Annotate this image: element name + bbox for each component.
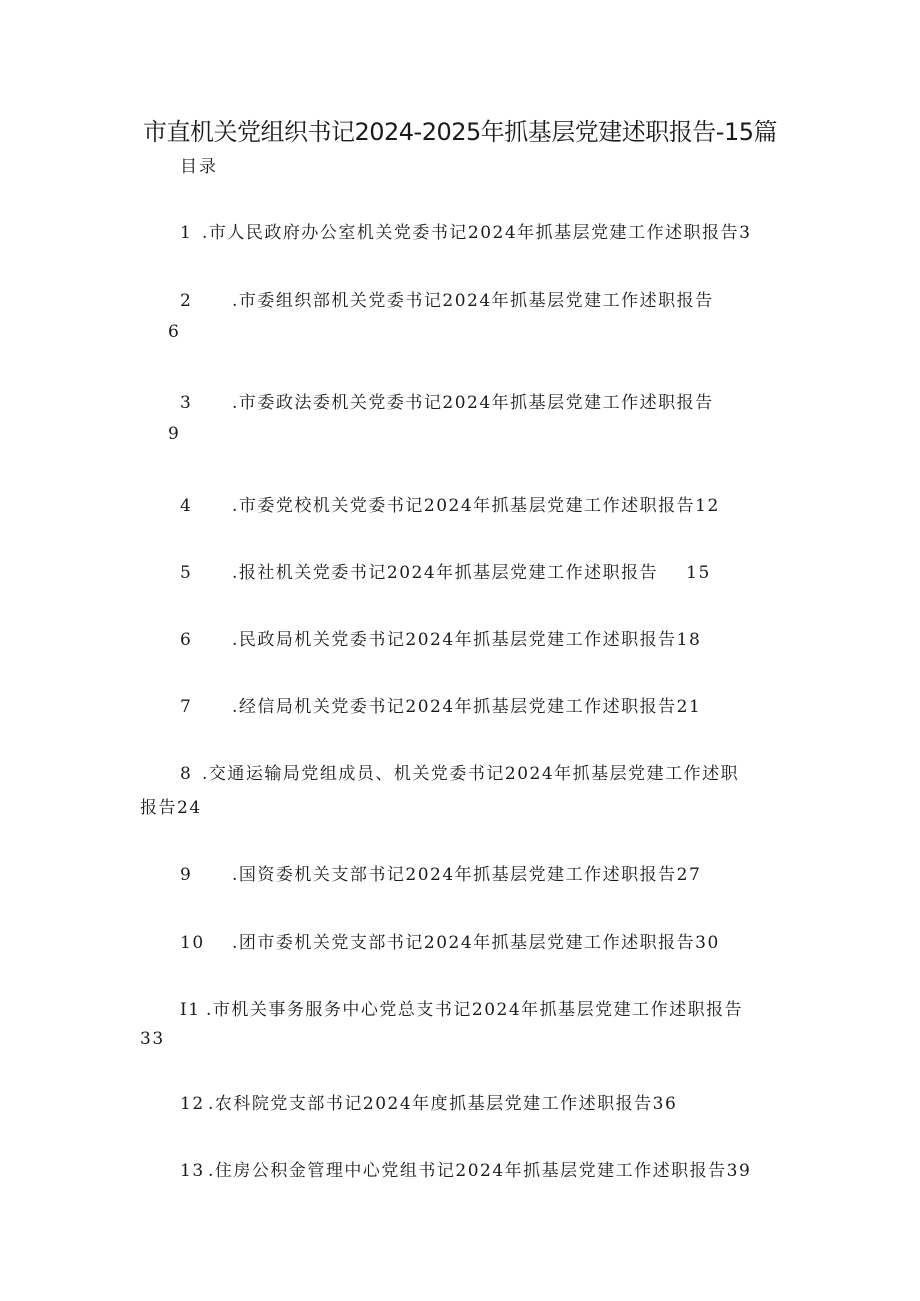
toc-entry-text: .民政局机关党委书记2024年抓基层党建工作述职报告 [232, 630, 677, 650]
toc-heading: 目录 [180, 157, 218, 177]
toc-entry-text: .市机关事务服务中心党总支书记2024年抓基层党建工作述职报告 [206, 1000, 744, 1020]
toc-entry-5[interactable] [180, 558, 711, 583]
toc-entry-3-page: 9 [168, 424, 181, 444]
toc-entry-text: .团市委机关党支部书记2024年抓基层党建工作述职报告 [232, 933, 696, 953]
toc-entry-text: .住房公积金管理中心党组书记2024年抓基层党建工作述职报告 [208, 1161, 727, 1181]
toc-entry-9[interactable] [180, 860, 701, 885]
toc-entry-page: 3 [739, 223, 752, 243]
toc-entry-text: .市委政法委机关党委书记2024年抓基层党建工作述职报告 [232, 393, 714, 413]
toc-entry-6[interactable] [180, 625, 701, 650]
toc-entry-3[interactable] [180, 388, 714, 413]
toc-entry-11[interactable] [180, 995, 743, 1020]
toc-entry-page: 21 [676, 697, 702, 717]
toc-entry-2-page: 6 [168, 322, 181, 342]
toc-entry-text: .经信局机关党委书记2024年抓基层党建工作述职报告 [232, 697, 677, 717]
toc-entry-4[interactable] [180, 491, 720, 516]
toc-entry-8[interactable] [180, 759, 739, 784]
toc-entry-10[interactable] [180, 928, 720, 953]
toc-entry-text: .市委组织部机关党委书记2024年抓基层党建工作述职报告 [232, 291, 714, 311]
toc-entry-number: 10 [180, 933, 205, 953]
toc-entry-number: 6 [180, 630, 193, 650]
toc-entry-text-cont: 报告 [140, 798, 177, 818]
toc-entry-text: .报社机关党委书记2024年抓基层党建工作述职报告 [232, 563, 659, 583]
toc-entry-number: 12 [180, 1094, 205, 1114]
toc-entry-number: I1 [180, 1000, 201, 1020]
toc-entry-text: .交通运输局党组成员、机关党委书记2024年抓基层党建工作述职 [202, 764, 740, 784]
toc-entry-11-page: 33 [140, 1029, 165, 1049]
toc-entry-12[interactable] [180, 1089, 677, 1114]
toc-entry-page: 27 [676, 865, 702, 885]
toc-entry-page: 18 [676, 630, 702, 650]
toc-entry-number: 13 [180, 1161, 205, 1181]
toc-entry-text: .市人民政府办公室机关党委书记2024年抓基层党建工作述职报告 [202, 223, 740, 243]
toc-entry-page: 24 [177, 798, 202, 818]
document-title: 市直机关党组织书记2024-2025年抓基层党建述职报告-15篇 [142, 118, 777, 146]
toc-entry-text: .市委党校机关党委书记2024年抓基层党建工作述职报告 [232, 496, 696, 516]
toc-entry-number: 9 [180, 865, 193, 885]
toc-entry-number: 8 [180, 764, 193, 784]
toc-entry-page: 30 [695, 933, 720, 953]
toc-entry-number: 4 [180, 496, 193, 516]
toc-entry-1[interactable] [180, 218, 752, 243]
toc-entry-number: 1 [180, 223, 193, 243]
toc-entry-page: 36 [652, 1094, 678, 1114]
toc-entry-number: 7 [180, 697, 193, 717]
toc-entry-text: .国资委机关支部书记2024年抓基层党建工作述职报告 [232, 865, 677, 885]
toc-entry-page: 12 [695, 496, 720, 516]
toc-entry-page: 15 [686, 563, 711, 583]
toc-entry-text: .农科院党支部书记2024年度抓基层党建工作述职报告 [208, 1094, 653, 1114]
toc-entry-number: 5 [180, 563, 193, 583]
toc-entry-8-continuation [140, 793, 202, 818]
toc-entry-number: 3 [180, 393, 193, 413]
toc-entry-7[interactable] [180, 692, 701, 717]
toc-entry-13[interactable] [180, 1156, 751, 1181]
toc-entry-number: 2 [180, 291, 193, 311]
toc-entry-page: 39 [726, 1161, 752, 1181]
toc-entry-2[interactable] [180, 286, 714, 311]
